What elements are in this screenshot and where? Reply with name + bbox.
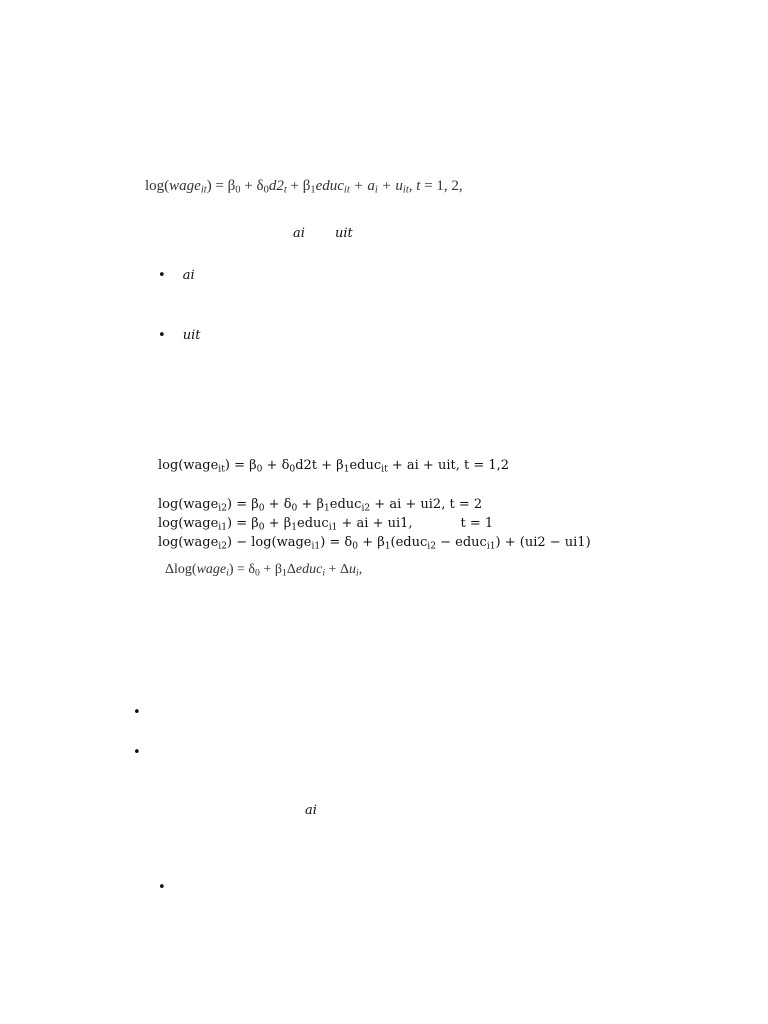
eq-text: + β (297, 497, 324, 512)
eq-text: + δ (264, 497, 292, 512)
bullet-term: uit (182, 328, 201, 343)
eq-text: educ (315, 178, 344, 194)
eq-text: educ (349, 458, 382, 473)
eq-text: , (358, 562, 363, 577)
eq-text: + ai + ui2, t = 2 (370, 497, 483, 512)
eq-text: + u (377, 178, 403, 194)
eq-text: t = 1 (460, 516, 494, 531)
eq-text: wage (196, 562, 227, 577)
equation-main (158, 458, 509, 473)
eq-text: Δ (286, 562, 296, 577)
eq-text: ) = β (226, 497, 259, 512)
eq-sub: i2 (218, 503, 227, 514)
eq-text: log(wage (158, 535, 219, 550)
eq-sub: i (322, 567, 326, 579)
eq-sub: i1 (328, 522, 338, 533)
eq-sub: 1 (384, 541, 391, 552)
eq-text: + β (286, 178, 311, 194)
eq-sub: 0 (255, 567, 260, 579)
eq-text: + a (349, 178, 375, 194)
eq-text: log( (145, 178, 170, 194)
eq-sub: it (218, 464, 225, 475)
eq-text: u (348, 562, 356, 577)
eq-sub: 0 (258, 503, 265, 514)
eq-sub: 0 (235, 184, 241, 196)
eq-sub: i2 (218, 541, 227, 552)
eq-text: + δ (262, 458, 290, 473)
eq-text: ) + (ui2 − ui1) (495, 535, 591, 550)
eq-sub: 1 (324, 503, 330, 514)
eq-sub: 0 (291, 503, 298, 514)
eq-text: + β (264, 516, 292, 531)
inline-term-uit: uit (335, 226, 353, 241)
bullet-symbol: • (158, 268, 166, 283)
eq-sub: it (343, 184, 350, 196)
eq-text: , (408, 178, 417, 194)
eq-text: + β (358, 535, 385, 550)
eq-text: ) = β (224, 458, 257, 473)
eq-text: wage (169, 178, 201, 194)
inline-term-ai-lower: ai (305, 803, 317, 818)
eq-sub: it (200, 184, 207, 196)
eq-text: = 1, 2, (420, 178, 463, 194)
eq-sub: 0 (256, 464, 263, 475)
equation-delta (165, 562, 362, 578)
equation-t2 (158, 497, 482, 512)
bullet-term: ai (182, 268, 195, 283)
inline-term-ai: ai (293, 226, 305, 241)
eq-text: t (416, 178, 421, 194)
equation-difference (158, 535, 591, 550)
eq-text: log(wage (158, 497, 219, 512)
eq-sub: 0 (352, 541, 359, 552)
eq-text: ) − log(wage (226, 535, 312, 550)
eq-text: educ (329, 497, 362, 512)
eq-text: ) = β (206, 178, 236, 194)
eq-sub: i2 (427, 541, 436, 552)
eq-sub: i2 (361, 503, 371, 514)
eq-sub: 1 (343, 464, 350, 475)
eq-text: + ai + uit, t = 1,2 (387, 458, 510, 473)
eq-text: ) = β (226, 516, 259, 531)
eq-sub: i1 (218, 522, 227, 533)
bullet-symbol-lower-1: • (133, 705, 141, 720)
eq-text: (educ (390, 535, 428, 550)
eq-sub: i (374, 184, 378, 196)
eq-text: d2t + β (295, 458, 344, 473)
eq-text: log(wage (158, 516, 219, 531)
eq-text: d2 (268, 178, 284, 194)
eq-text: ) = δ (228, 562, 256, 577)
eq-text: + δ (240, 178, 264, 194)
equation-panel-model (145, 178, 463, 195)
eq-sub: 1 (291, 522, 298, 533)
eq-sub: i1 (311, 541, 321, 552)
eq-sub: 0 (289, 464, 296, 475)
eq-sub: it (381, 464, 388, 475)
bullet-item-uit (158, 324, 201, 343)
eq-sub: i1 (486, 541, 496, 552)
bullet-symbol-lower-2: • (133, 745, 141, 760)
eq-text: log(wage (158, 458, 219, 473)
eq-sub: it (402, 184, 409, 196)
eq-sub: t (283, 184, 287, 196)
eq-text: + Δ (325, 562, 349, 577)
eq-sub: 1 (281, 567, 287, 579)
eq-text: educ (295, 562, 323, 577)
equation-t1 (158, 516, 493, 531)
bullet-item-ai (158, 264, 195, 283)
eq-sub: 1 (310, 184, 316, 196)
eq-sub: 0 (263, 184, 269, 196)
eq-text: ) = δ (320, 535, 353, 550)
bullet-symbol: • (158, 328, 166, 343)
eq-text: + β (259, 562, 282, 577)
bullet-symbol-last: • (158, 880, 166, 895)
eq-text: + ai + ui1, (337, 516, 413, 531)
eq-text: educ (297, 516, 329, 531)
eq-text: Δlog( (165, 562, 197, 577)
eq-sub: i (226, 567, 229, 579)
eq-text: − educ (435, 535, 487, 550)
eq-sub: 0 (258, 522, 265, 533)
eq-sub: i (355, 567, 359, 579)
